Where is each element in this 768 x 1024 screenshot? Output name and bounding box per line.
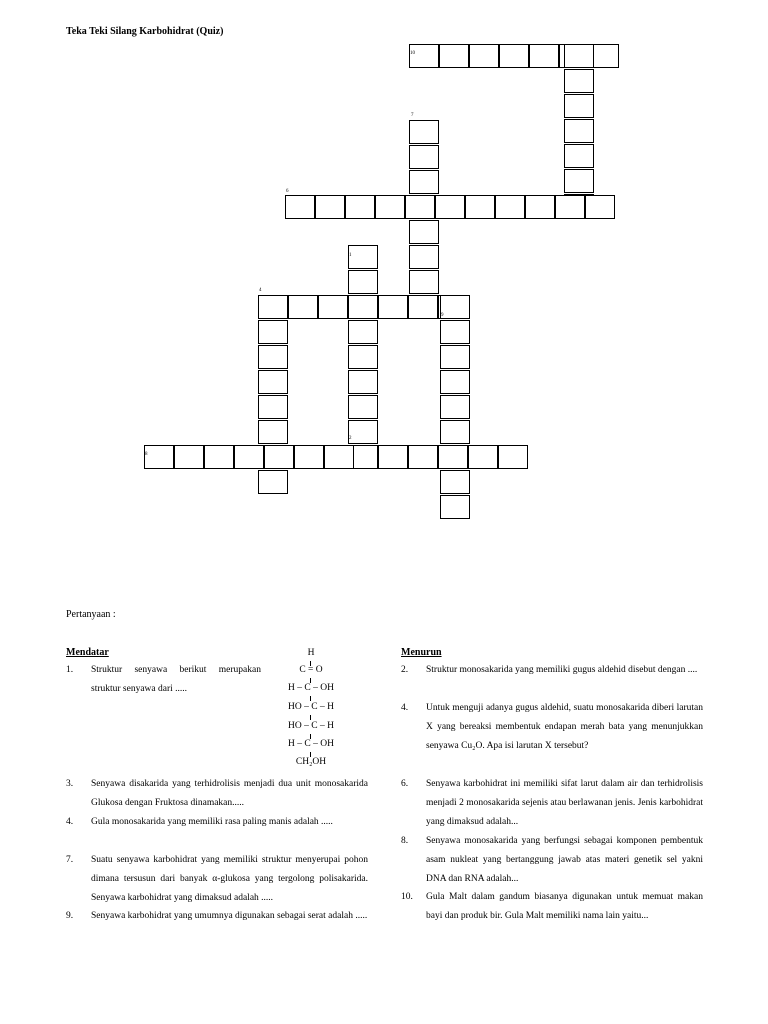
page-title: Teka Teki Silang Karbohidrat (Quiz) [66,26,224,37]
crossword-cell[interactable] [264,445,294,469]
mendatar-heading: Mendatar [66,647,109,658]
clue-number: 1. [66,665,74,675]
clue-number: 10. [401,892,413,902]
clue-menurun-4 [401,699,703,777]
grid-number: 1 [349,253,352,258]
crossword-cell[interactable] [258,395,288,419]
structure-line: CH₂OH [295,757,327,767]
crossword-cell[interactable] [469,44,499,68]
crossword-cell[interactable] [258,420,288,444]
clue-text: Gula Malt dalam gandum biasanya digunakan untuk memuat makan bayi dan produk bir. Gula Malt memiliki nama lain yaitu... [426,892,703,921]
crossword-cell[interactable] [498,445,528,469]
crossword-cell[interactable] [409,145,439,169]
crossword-cell[interactable] [258,345,288,369]
crossword-cell[interactable] [440,345,470,369]
crossword-cell[interactable] [409,170,439,194]
crossword-cell[interactable] [564,94,594,118]
crossword-cell[interactable] [409,220,439,244]
clue-number: 4. [66,817,74,827]
crossword-cell[interactable] [378,445,408,469]
structure-line: C = O [299,665,323,675]
crossword-cell[interactable] [258,370,288,394]
crossword-cell[interactable] [144,445,174,469]
crossword-cell[interactable] [174,445,204,469]
crossword-cell[interactable] [258,320,288,344]
clue-text: Senyawa disakarida yang terhidrolisis menjadi dua unit monosakarida Glukosa dengan Fruktosa dinamakan..... [91,779,368,808]
clue-text: Struktur senyawa berikut merupakan struktur senyawa dari ..... [91,665,261,694]
clue-mendatar-1 [66,661,261,701]
clue-menurun-2 [401,661,703,701]
crossword-cell[interactable] [348,320,378,344]
crossword-cell[interactable] [318,295,348,319]
structure-line: HO – C – H [288,721,334,731]
crossword-cell[interactable] [499,44,529,68]
crossword-cell[interactable] [345,195,375,219]
crossword-cell[interactable] [440,420,470,444]
clue-text: Suatu senyawa karbohidrat yang memiliki struktur menyerupai pohon dimana tersusun dari banyak α-glukosa yang tergolong polisakarida. Senyawa karbohidrat yang dimaksud adalah ..... [91,855,368,903]
clue-number: 6. [401,779,409,789]
crossword-cell[interactable] [439,44,469,68]
crossword-cell[interactable] [564,119,594,143]
clue-menurun-6 [401,775,703,835]
structure-line: H [307,648,315,658]
crossword-cell[interactable] [440,295,470,319]
crossword-cell[interactable] [294,445,324,469]
crossword-cell[interactable] [204,445,234,469]
clue-number: 4. [401,703,409,713]
crossword-cell[interactable] [435,195,465,219]
crossword-cell[interactable] [409,270,439,294]
clue-text: Gula monosakarida yang memiliki rasa paling manis adalah ..... [91,817,333,827]
crossword-cell[interactable] [440,320,470,344]
crossword-cell[interactable] [258,295,288,319]
crossword-cell[interactable] [440,470,470,494]
crossword-cell[interactable] [288,295,318,319]
clue-text: Senyawa karbohidrat ini memiliki sifat larut dalam air dan terhidrolisis menjadi 2 monosakarida sejenis atau berlawanan jenis. Jenis karbohidrat yang dimaksud adalah... [426,779,703,827]
grid-number: 10 [410,51,415,56]
crossword-cell[interactable] [234,445,264,469]
crossword-cell[interactable] [348,245,378,269]
crossword-cell[interactable] [440,495,470,519]
clue-number: 9. [66,911,74,921]
structure-line: H – C – OH [288,683,334,693]
clue-mendatar-7 [66,851,368,911]
crossword-cell[interactable] [564,44,594,68]
crossword-cell[interactable] [564,144,594,168]
grid-number: 9 [441,313,444,318]
crossword-cell[interactable] [375,195,405,219]
crossword-cell[interactable] [585,195,615,219]
crossword-cell[interactable] [348,420,378,444]
clue-menurun-10 [401,888,703,948]
clue-mendatar-9 [66,907,368,947]
crossword-cell[interactable] [525,195,555,219]
pertanyaan-label: Pertanyaan : [66,609,116,620]
crossword-cell[interactable] [285,195,315,219]
crossword-cell[interactable] [468,445,498,469]
grid-number: 7 [411,113,414,118]
grid-number: 4 [259,288,262,293]
crossword-cell[interactable] [324,445,354,469]
crossword-cell[interactable] [378,295,408,319]
crossword-cell[interactable] [440,395,470,419]
clue-menurun-8 [401,832,703,892]
crossword-cell[interactable] [408,445,438,469]
crossword-cell[interactable] [440,370,470,394]
crossword-cell[interactable] [348,270,378,294]
crossword-cell[interactable] [315,195,345,219]
structure-line: H – C – OH [288,739,334,749]
clue-text: Senyawa monosakarida yang berfungsi sebagai komponen pembentuk asam nukleat yang bertanggung jawab atas materi genetik sel yakni DNA dan RNA adalah... [426,836,703,884]
grid-number: 6 [286,189,289,194]
clue-number: 8. [401,836,409,846]
crossword-cell[interactable] [564,69,594,93]
crossword-cell[interactable] [465,195,495,219]
crossword-cell[interactable] [409,44,439,68]
crossword-cell[interactable] [438,445,468,469]
clue-number: 2. [401,665,409,675]
crossword-cell[interactable] [408,295,438,319]
crossword-cell[interactable] [348,370,378,394]
clue-number: 7. [66,855,74,865]
clue-mendatar-3 [66,775,368,815]
grid-number: 2 [349,436,352,441]
structure-line: HO – C – H [288,702,334,712]
crossword-cell[interactable] [564,169,594,193]
crossword-cell[interactable] [529,44,559,68]
crossword-cell[interactable] [405,195,435,219]
crossword-cell[interactable] [348,295,378,319]
clue-text: Senyawa karbohidrat yang umumnya digunakan sebagai serat adalah ..... [91,911,368,921]
grid-number: 8 [145,452,148,457]
crossword-cell[interactable] [409,120,439,144]
clue-number: 3. [66,779,74,789]
crossword-cell[interactable] [495,195,525,219]
clue-mendatar-4 [66,813,368,853]
crossword-cell[interactable] [348,395,378,419]
clue-text: Untuk menguji adanya gugus aldehid, suatu monosakarida diberi larutan X yang bereaksi membentuk endapan merah bata yang menunjukkan senyawa Cu₂O. Apa isi larutan X tersebut? [426,703,703,751]
crossword-cell[interactable] [348,345,378,369]
crossword-cell[interactable] [409,245,439,269]
crossword-cell[interactable] [258,470,288,494]
menurun-heading: Menurun [401,647,442,658]
crossword-cell[interactable] [555,195,585,219]
clue-text: Struktur monosakarida yang memiliki gugus aldehid disebut dengan .... [426,665,698,675]
